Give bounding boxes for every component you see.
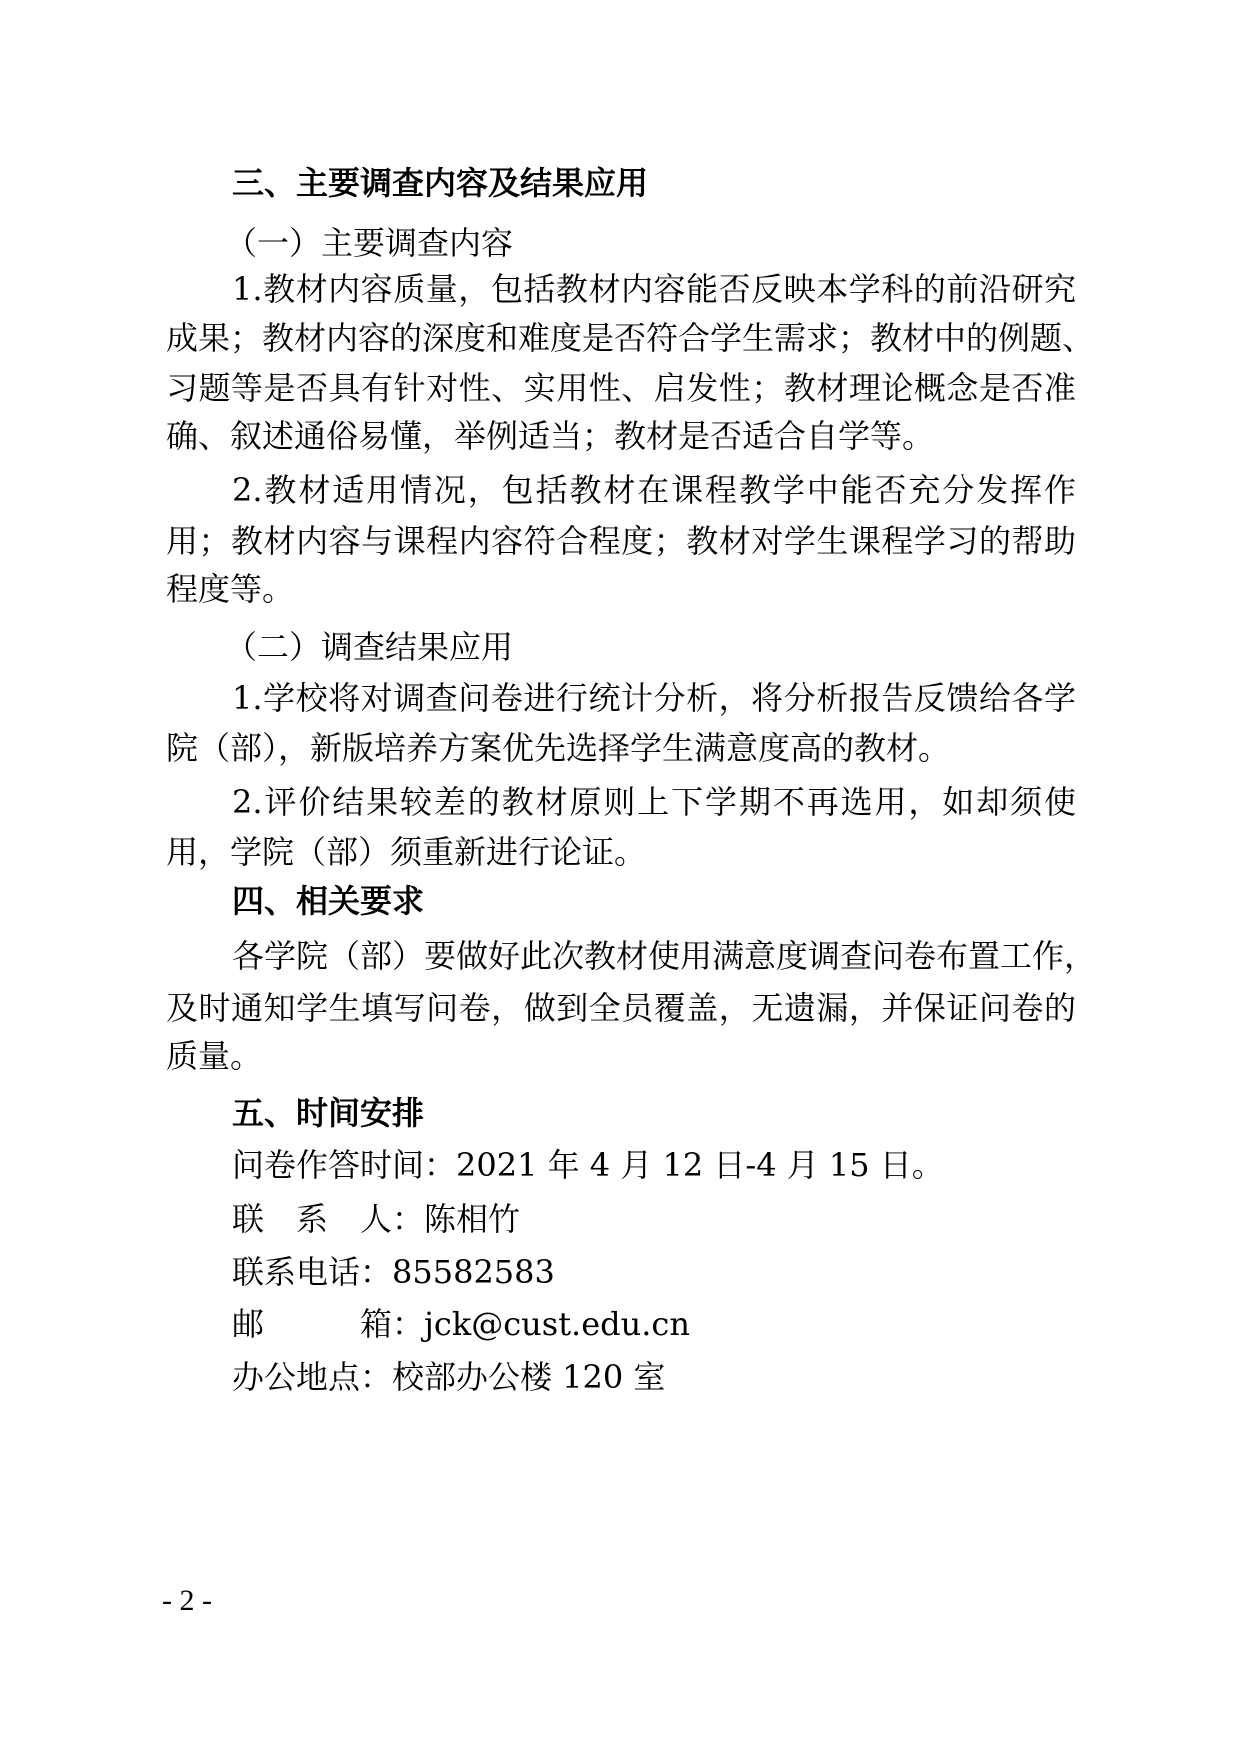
- schedule-time: 问卷作答时间：2021 年 4 月 12 日-4 月 15 日。: [232, 1146, 944, 1184]
- contact-person: 联 系 人：陈相竹: [232, 1200, 521, 1238]
- section-3-heading: 三、主要调查内容及结果应用: [232, 164, 649, 202]
- paragraph-line: 成果；教材内容的深度和难度是否符合学生需求；教材中的例题、: [166, 319, 1095, 357]
- paragraph-line: 2.评价结果较差的教材原则上下学期不再选用，如却须使: [232, 783, 1076, 821]
- paragraph-line: 1.教材内容质量，包括教材内容能否反映本学科的前沿研究: [232, 270, 1076, 308]
- contact-email: 邮 箱：jck@cust.edu.cn: [232, 1305, 690, 1343]
- paragraph-line: 院（部），新版培养方案优先选择学生满意度高的教材。: [166, 729, 951, 767]
- paragraph-line: 确、叙述通俗易懂，举例适当；教材是否适合自学等。: [166, 417, 935, 455]
- contact-phone: 联系电话：85582583: [232, 1253, 555, 1291]
- paragraph-line: 质量。: [166, 1037, 263, 1075]
- paragraph-line: 1.学校将对调查问卷进行统计分析，将分析报告反馈给各学: [232, 679, 1076, 717]
- paragraph-line: 各学院（部）要做好此次教材使用满意度调查问卷布置工作，: [232, 937, 1097, 975]
- section-5-heading: 五、时间安排: [232, 1094, 425, 1132]
- paragraph-line: 用；教材内容与课程内容符合程度；教材对学生课程学习的帮助: [166, 522, 1076, 560]
- section-4-heading: 四、相关要求: [232, 882, 425, 920]
- paragraph-line: 2.教材适用情况，包括教材在课程教学中能否充分发挥作: [232, 471, 1076, 509]
- subsection-2-heading: （二）调查结果应用: [225, 628, 514, 666]
- page-number: - 2 -: [162, 1584, 212, 1617]
- paragraph-line: 用，学院（部）须重新进行论证。: [166, 833, 647, 871]
- office-location: 办公地点：校部办公楼 120 室: [232, 1358, 666, 1396]
- subsection-1-heading: （一）主要调查内容: [225, 224, 514, 262]
- paragraph-line: 及时通知学生填写问卷，做到全员覆盖，无遗漏，并保证问卷的: [166, 989, 1076, 1027]
- paragraph-line: 习题等是否具有针对性、实用性、启发性；教材理论概念是否准: [166, 369, 1076, 407]
- paragraph-line: 程度等。: [166, 570, 295, 608]
